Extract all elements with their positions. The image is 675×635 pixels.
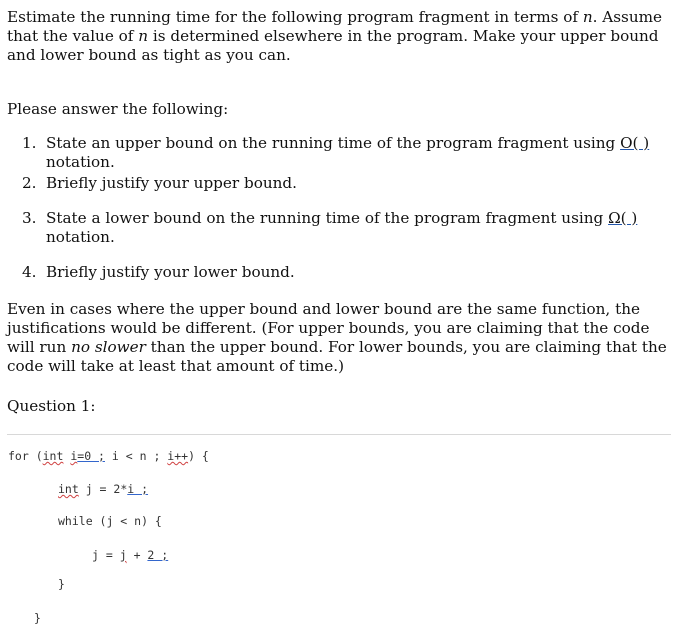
var-n: n bbox=[582, 8, 593, 26]
code-line-int-j bbox=[58, 482, 148, 496]
code-token: i++ bbox=[167, 449, 189, 463]
item-text-pre: State an upper bound on the running time of the program fragment using bbox=[46, 134, 621, 152]
item-text bbox=[46, 209, 666, 247]
code-token: i ; bbox=[127, 482, 149, 496]
emphasis-no-slower: no slower bbox=[71, 338, 146, 356]
please-answer-heading: Please answer the following: bbox=[7, 100, 229, 118]
item-text bbox=[46, 134, 666, 172]
question-heading: Question 1: bbox=[7, 397, 96, 415]
code-token: j = 2* bbox=[78, 482, 128, 496]
explanation-paragraph bbox=[7, 300, 671, 376]
code-token: j = bbox=[92, 548, 120, 562]
code-token: i < n ; bbox=[104, 449, 168, 463]
item-text-pre: State a lower bound on the running time of the program fragment using bbox=[46, 209, 609, 227]
code-token: j bbox=[119, 548, 127, 562]
item-text: Briefly justify your upper bound. bbox=[46, 174, 297, 192]
code-token: i bbox=[70, 449, 78, 463]
big-o-notation: O( ) bbox=[620, 134, 650, 152]
code-close-outer: } bbox=[34, 611, 41, 625]
big-omega-notation: Ω( ) bbox=[608, 209, 638, 227]
item-number: 1. bbox=[22, 134, 37, 152]
code-line-for bbox=[8, 449, 209, 463]
intro-text-b: . Assume that the value of bbox=[7, 8, 663, 45]
code-close-inner: } bbox=[58, 577, 65, 591]
item-text-post: notation. bbox=[46, 153, 115, 171]
code-token: 2 ; bbox=[147, 548, 169, 562]
code-token: ) { bbox=[188, 449, 209, 463]
intro-text-a: Estimate the running time for the following program fragment in terms of bbox=[7, 8, 583, 26]
item-number: 3. bbox=[22, 209, 37, 227]
explanation-text-b: than the upper bound. For lower bounds, you are claiming that the code will take at least that amount of time.) bbox=[7, 338, 667, 375]
code-token: int bbox=[58, 482, 79, 496]
code-token: int bbox=[42, 449, 64, 463]
intro-text-c: is determined elsewhere in the program. Make your upper bound and lower bound as tight as you can. bbox=[7, 27, 659, 64]
code-line-while: while (j < n) { bbox=[58, 514, 162, 528]
explanation-text-a: Even in cases where the upper bound and lower bound are the same function, the justifications would be different. (For upper bounds, you are claiming that the code will run bbox=[7, 300, 650, 356]
code-token: =0 ; bbox=[77, 449, 105, 463]
item-text-post: notation. bbox=[46, 228, 115, 246]
code-line-assign bbox=[92, 548, 168, 562]
item-number: 2. bbox=[22, 174, 37, 192]
item-text: Briefly justify your lower bound. bbox=[46, 263, 295, 281]
item-number: 4. bbox=[22, 263, 37, 281]
code-token: + bbox=[126, 548, 148, 562]
intro-paragraph bbox=[7, 8, 671, 65]
var-n: n bbox=[138, 27, 149, 45]
divider bbox=[7, 434, 671, 435]
code-token: for ( bbox=[8, 449, 43, 463]
